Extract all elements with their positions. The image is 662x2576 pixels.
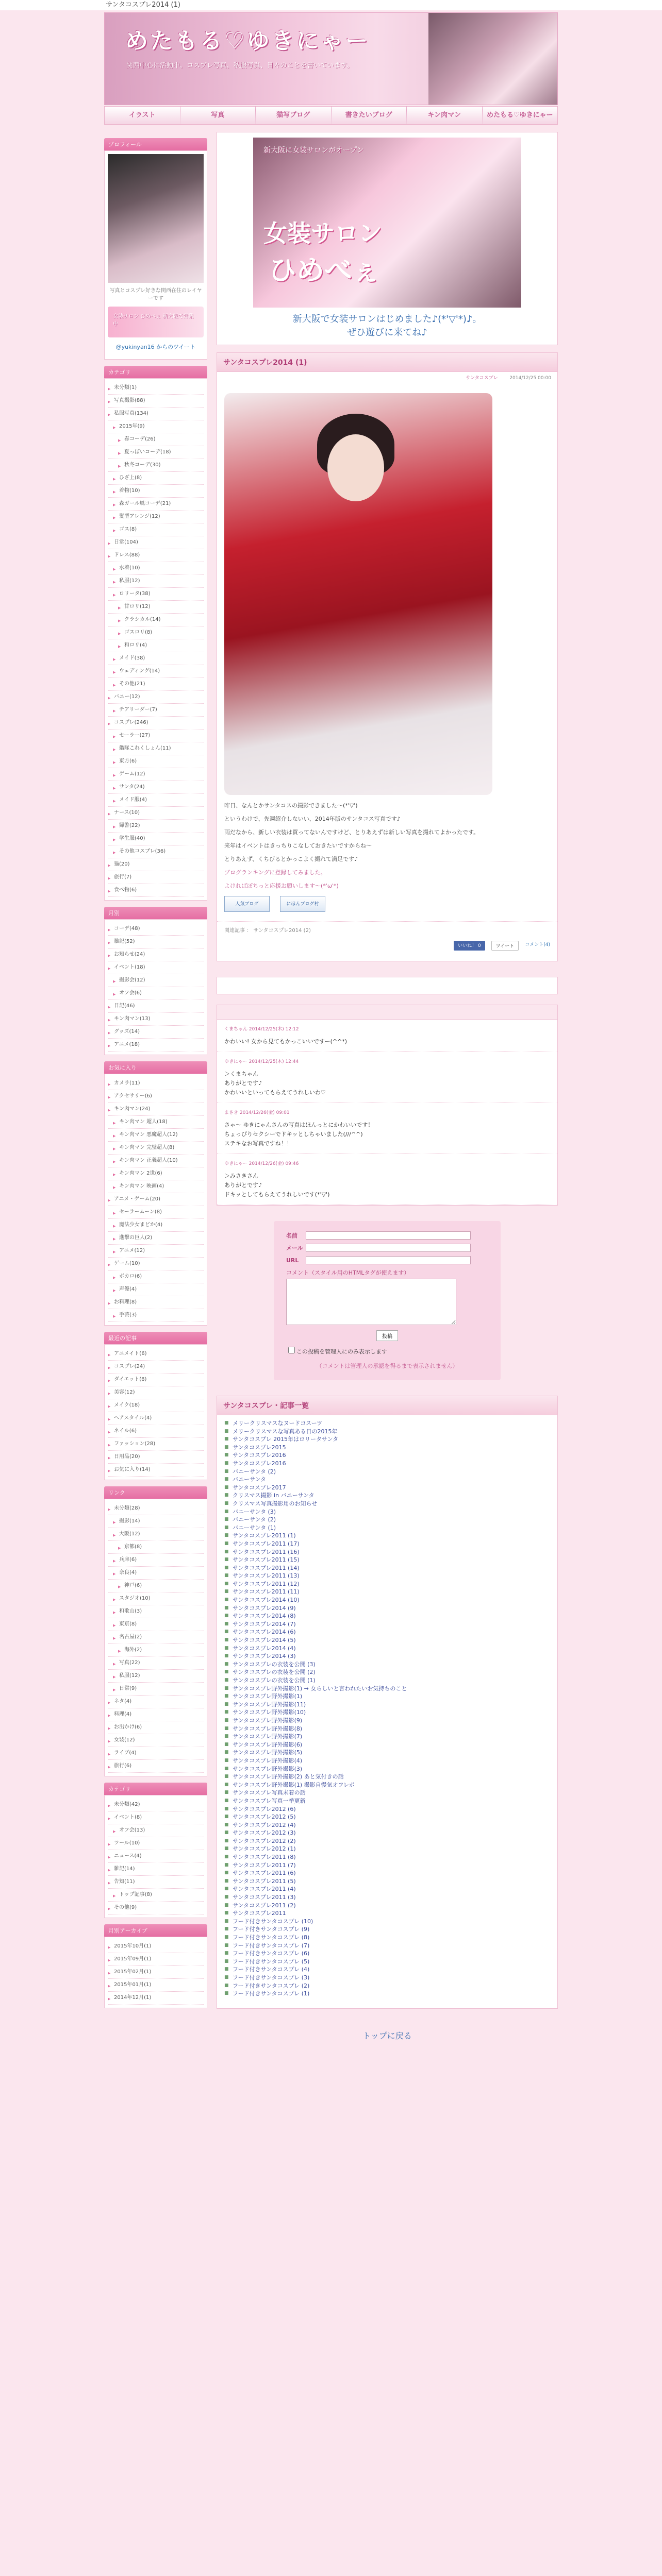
sidebar-link[interactable]: ▶ 2015年01月(1) bbox=[108, 1979, 204, 1992]
recent-article-link[interactable]: ■ サンタコスプレ2012 (2) bbox=[224, 1837, 550, 1845]
entry-paragraph: というわけで、先週紹介しないい、2014年版のサンタコス写真です♪ bbox=[224, 816, 401, 822]
recent-article-link[interactable]: ■ サンタコスプレ2012 (5) bbox=[224, 1813, 550, 1821]
recent-article-link[interactable]: ■ サンタコスプレ2011 (15) bbox=[224, 1556, 550, 1564]
sidebar-link[interactable]: ▶ チアリーダー(7) bbox=[108, 704, 204, 717]
sidebar-link[interactable]: ▶ オフ会(6) bbox=[108, 987, 204, 1000]
sidebar-link[interactable]: ▶ キン肉マン(13) bbox=[108, 1013, 204, 1026]
sidebar-link[interactable]: ▶ ヘアスタイル(4) bbox=[108, 1412, 204, 1425]
nav-item[interactable]: キン肉マン bbox=[407, 107, 483, 124]
entry-paragraph: 来年はイベントはきっちりこなしておきたいですからね～ bbox=[224, 842, 372, 849]
comments-heading bbox=[217, 1005, 557, 1020]
recent-article-link[interactable]: ■ サンタコスプレの衣装を公開 (1) bbox=[224, 1676, 550, 1685]
site-description: 関西中心に活動中。コスプレ写真、私服写真、日々のことを書いています。 bbox=[126, 62, 354, 70]
sidebar-link[interactable]: ▶ お気に入り(14) bbox=[108, 1464, 204, 1477]
sidebar-link[interactable]: ▶ 東方(6) bbox=[108, 755, 204, 768]
recent-article-link[interactable]: ■ サンタコスプレ2011 (12) bbox=[224, 1580, 550, 1588]
back-to-top-link[interactable]: トップに戻る bbox=[362, 2030, 412, 2041]
sidebar-section bbox=[104, 1499, 207, 1776]
sidebar-section bbox=[104, 1344, 207, 1480]
recent-article-link[interactable]: ■ サンタコスプレ野外撮影(11) bbox=[224, 1701, 550, 1709]
sidebar-link[interactable]: ▶ スタジオ(10) bbox=[108, 1592, 204, 1605]
sidebar-link[interactable]: ▶ 進撃の巨人(2) bbox=[108, 1232, 204, 1245]
comment-text: ＞くまちゃん ありがとです♪ かわいいといってもらえてうれしいわ♡ bbox=[224, 1071, 326, 1096]
facebook-like-button[interactable]: いいね！ 0 bbox=[454, 941, 485, 951]
name-field[interactable] bbox=[306, 1231, 471, 1240]
recent-article-link[interactable]: ■ サンタコスプレ2011 (11) bbox=[224, 1588, 550, 1596]
url-field[interactable] bbox=[306, 1256, 471, 1264]
recent-article-link[interactable]: ■ サンタコスプレ2011 (3) bbox=[224, 1893, 550, 1902]
sidebar-link[interactable]: ▶ ウェディング(14) bbox=[108, 665, 204, 678]
recent-articles-heading: サンタコスプレ・記事一覧 bbox=[217, 1396, 557, 1415]
sidebar-link[interactable]: ▶ ファッション(28) bbox=[108, 1438, 204, 1451]
sidebar-link[interactable]: ▶ キン肉マン 2世(6) bbox=[108, 1167, 204, 1180]
sidebar-link[interactable]: ▶ ひざ上(8) bbox=[108, 472, 204, 485]
sidebar-link[interactable]: ▶ 写真撮影(88) bbox=[108, 395, 204, 408]
sidebar-link[interactable]: ▶ キン肉マン 映画(4) bbox=[108, 1180, 204, 1193]
moderation-note: （コメントは管理人の承認を得るまで表示されません） bbox=[316, 1363, 458, 1369]
promo-caption: 新大阪で女装サロンはじめました♪(*'▽'*)♪。 ぜひ遊びに来てね♪ bbox=[292, 314, 482, 338]
entry-text bbox=[224, 801, 550, 891]
sidebar-section-heading: お気に入り bbox=[104, 1061, 207, 1074]
entry-category[interactable]: サンタコスプレ bbox=[466, 376, 498, 381]
recent-article-link[interactable]: ■ サンタコスプレ野外撮影(10) bbox=[224, 1708, 550, 1717]
recent-article-link[interactable]: ■ クリスマス写真撮影用のお知らせ bbox=[224, 1500, 550, 1508]
sidebar-list bbox=[108, 382, 204, 897]
recent-article-link[interactable]: ■ サンタコスプレ野外撮影(4) bbox=[224, 1757, 550, 1765]
sidebar-link[interactable]: ▶ ゲーム(12) bbox=[108, 768, 204, 781]
sidebar-link[interactable]: ▶ 手芸(3) bbox=[108, 1309, 204, 1322]
sidebar-link[interactable]: ▶ 学生服(40) bbox=[108, 833, 204, 845]
recent-article-link[interactable]: ■ サンタコスプレ写真一挙更新 bbox=[224, 1797, 550, 1805]
nav-item[interactable]: 書きたいブログ bbox=[332, 107, 407, 124]
sidebar-section-heading: カテゴリ bbox=[104, 1783, 207, 1795]
sidebar-link[interactable]: ▶ 和ロリ(4) bbox=[108, 639, 204, 652]
sidebar-link[interactable]: ▶ セーラームーン(8) bbox=[108, 1206, 204, 1219]
sidebar-link[interactable]: ▶ ダイエット(6) bbox=[108, 1374, 204, 1386]
sidebar-link[interactable]: ▶ 私服写真(134) bbox=[108, 408, 204, 420]
recent-article-link[interactable]: ■ サンタコスプレ2011 (5) bbox=[224, 1877, 550, 1886]
comment-meta: まさき 2014/12/26(金) 09:01 bbox=[224, 1110, 290, 1115]
recent-article-link[interactable]: ■ メリークリスマスなヌードコスーツ bbox=[224, 1419, 550, 1428]
sidebar-link[interactable]: ▶ 声優(4) bbox=[108, 1283, 204, 1296]
sidebar-link[interactable]: ▶ 私服(12) bbox=[108, 1670, 204, 1683]
comment-textarea[interactable] bbox=[286, 1279, 456, 1325]
recent-article-link[interactable]: ■ フード付きサンタコスプレ (9) bbox=[224, 1925, 550, 1934]
comment bbox=[217, 1052, 557, 1103]
comment bbox=[217, 1020, 557, 1052]
sidebar-link[interactable]: ▶ 撮影会(12) bbox=[108, 974, 204, 987]
comment bbox=[217, 1154, 557, 1205]
recent-article-link[interactable]: ■ サンタコスプレ野外撮影(2) あと気付きの話 bbox=[224, 1773, 550, 1781]
recent-article-link[interactable]: ■ フード付きサンタコスプレ (7) bbox=[224, 1942, 550, 1950]
tab-title: サンタコスプレ2014 (1) bbox=[0, 0, 662, 10]
sidebar-link[interactable]: ▶ 春コーデ(26) bbox=[108, 433, 204, 446]
sidebar-list bbox=[108, 1077, 204, 1322]
comment-form bbox=[274, 1221, 501, 1380]
salon-promo-image[interactable] bbox=[253, 138, 521, 308]
photo-subject-face bbox=[327, 434, 384, 501]
sidebar-link[interactable]: ▶ キン肉マン 悪魔超人(12) bbox=[108, 1129, 204, 1142]
sidebar-link[interactable]: ▶ 東京(8) bbox=[108, 1618, 204, 1631]
recent-article-link[interactable]: ■ クリスマス撮影 in バニーサンタ bbox=[224, 1492, 550, 1500]
recent-article-link[interactable]: ■ バニーサンタ (2) bbox=[224, 1468, 550, 1476]
recent-article-link[interactable]: ■ サンタコスプレ2012 (3) bbox=[224, 1829, 550, 1837]
recent-article-link[interactable]: ■ サンタコスプレ2014 (7) bbox=[224, 1620, 550, 1629]
sidebar-link[interactable]: ▶ 未分類(42) bbox=[108, 1799, 204, 1811]
comment-meta: ゆきにゃー 2014/12/25(木) 12:44 bbox=[224, 1059, 299, 1064]
sidebar-link[interactable]: ▶ キン肉マン 正義超人(10) bbox=[108, 1155, 204, 1167]
sidebar-link[interactable]: ▶ キン肉マン(24) bbox=[108, 1103, 204, 1116]
recent-article-link[interactable]: ■ サンタコスプレ野外撮影(8) bbox=[224, 1725, 550, 1733]
recent-article-link[interactable]: ■ サンタコスプレ2016 bbox=[224, 1460, 550, 1468]
sidebar-link[interactable]: ▶ コーデ(48) bbox=[108, 923, 204, 936]
nav-item[interactable]: 猫写ブログ bbox=[256, 107, 332, 124]
recent-article-link[interactable]: ■ バニーサンタ (1) bbox=[224, 1524, 550, 1532]
tweet-button[interactable]: ツイート bbox=[491, 941, 519, 951]
sidebar-link[interactable]: ▶ キン肉マン 超人(18) bbox=[108, 1116, 204, 1129]
promo-line: 新大阪に女装サロンがオープン bbox=[263, 146, 364, 155]
salon-promo bbox=[217, 132, 558, 345]
sidebar-link[interactable]: ▶ 撮影(14) bbox=[108, 1515, 204, 1528]
sidebar-section-heading: 最近の記事 bbox=[104, 1332, 207, 1344]
sidebar-section bbox=[104, 378, 207, 901]
sidebar-list bbox=[108, 1502, 204, 1773]
sidebar-section-heading: 月別アーカイブ bbox=[104, 1924, 207, 1937]
comment-meta: ゆきにゃー 2014/12/26(金) 09:46 bbox=[224, 1161, 299, 1166]
recent-article-link[interactable]: ■ サンタコスプレ2011 (1) bbox=[224, 1532, 550, 1540]
sidebar-link[interactable]: ▶ 魔法少女まどか(4) bbox=[108, 1219, 204, 1232]
recent-article-link[interactable]: ■ サンタコスプレ2014 (9) bbox=[224, 1604, 550, 1613]
profile-photo[interactable] bbox=[108, 154, 204, 283]
secret-checkbox[interactable] bbox=[288, 1347, 295, 1353]
sidebar-link[interactable]: ▶ 海外(2) bbox=[108, 1644, 204, 1657]
recent-article-link[interactable]: ■ バニーサンタ (3) bbox=[224, 1508, 550, 1516]
sidebar-section-heading: 月別 bbox=[104, 907, 207, 919]
nav-item[interactable]: めたもる♡ゆきにゃー bbox=[487, 111, 553, 119]
submit-button[interactable]: 投稿 bbox=[376, 1330, 398, 1341]
sidebar-link[interactable]: ▶ ゴス(8) bbox=[108, 523, 204, 536]
recent-article-link[interactable]: ■ サンタコスプレ2011 (4) bbox=[224, 1885, 550, 1893]
sidebar-link[interactable]: ▶ 神戸(6) bbox=[108, 1580, 204, 1592]
recent-article-link[interactable]: ■ サンタコスプレ2015 bbox=[224, 1444, 550, 1452]
recent-article-link[interactable]: ■ フード付きサンタコスプレ (8) bbox=[224, 1934, 550, 1942]
sidebar-link[interactable]: ▶ 水着(10) bbox=[108, 562, 204, 575]
sidebar-list bbox=[108, 1799, 204, 1914]
page-wrapper bbox=[104, 12, 558, 2041]
sidebar-link[interactable]: ▶ 旅行(7) bbox=[108, 871, 204, 884]
promo-title-2: ひめべぇ bbox=[269, 254, 380, 286]
sidebar-link[interactable]: ▶ 女装(12) bbox=[108, 1734, 204, 1747]
recent-article-link[interactable]: ■ サンタコスプレ 2015年はロリータサンタ bbox=[224, 1435, 550, 1444]
global-nav bbox=[104, 106, 558, 125]
sidebar-link[interactable]: ▶ ゴスロリ(8) bbox=[108, 626, 204, 639]
recent-article-link[interactable]: ■ サンタコスプレ2014 (6) bbox=[224, 1628, 550, 1636]
sidebar-link[interactable]: ▶ 写真(22) bbox=[108, 1657, 204, 1670]
sidebar-link[interactable]: ▶ イベント(8) bbox=[108, 1811, 204, 1824]
entry-meta bbox=[217, 372, 557, 383]
sidebar-link[interactable]: ▶ ボカロ(6) bbox=[108, 1270, 204, 1283]
sidebar-link[interactable]: ▶ 森ガール風コーデ(21) bbox=[108, 498, 204, 511]
sidebar bbox=[104, 132, 207, 2041]
sidebar-link[interactable]: ▶ ツール(10) bbox=[108, 1837, 204, 1850]
sidebar-section bbox=[104, 1937, 207, 2008]
secret-label: この投稿を管理人にのみ表示します bbox=[296, 1348, 387, 1355]
comments-section bbox=[217, 1005, 558, 1206]
entry-paragraph: 雨だなから、新しい衣装は買ってないんですけど、とりあえずは新しい写真を撮れてよかったです。 bbox=[224, 829, 479, 836]
entry-paragraph[interactable]: ブログランキングに登録してみました。 bbox=[224, 869, 326, 876]
sidebar-link[interactable]: ▶ 着物(10) bbox=[108, 485, 204, 498]
sidebar-link[interactable]: ▶ 和歌山(3) bbox=[108, 1605, 204, 1618]
sidebar-link[interactable]: ▶ 大阪(12) bbox=[108, 1528, 204, 1541]
recent-article-link[interactable]: ■ サンタコスプレ2014 (4) bbox=[224, 1645, 550, 1653]
nav-item[interactable]: 写真 bbox=[180, 107, 256, 124]
sidebar-link[interactable]: ▶ 婦警(22) bbox=[108, 820, 204, 833]
related-entry[interactable]: 関連記事 ： サンタコスプレ2014 (2) bbox=[217, 921, 557, 938]
sidebar-link[interactable]: ▶ 艦隊これくしょん(11) bbox=[108, 742, 204, 755]
sidebar-link[interactable]: ▶ 2015年09月(1) bbox=[108, 1953, 204, 1966]
recent-article-link[interactable]: ■ サンタコスプレ野外撮影(7) bbox=[224, 1733, 550, 1741]
recent-article-link[interactable]: ■ サンタコスプレ野外撮影(1) 撮影自慢気オフレポ bbox=[224, 1781, 550, 1789]
sidebar-link[interactable]: ▶ ゲーム(10) bbox=[108, 1258, 204, 1270]
recent-article-link[interactable]: ■ サンタコスプレ2014 (8) bbox=[224, 1612, 550, 1620]
entry-date: 2014/12/25 00:00 bbox=[509, 376, 551, 381]
nav-item[interactable]: イラスト bbox=[105, 107, 180, 124]
ad-bar bbox=[217, 977, 558, 994]
blog-entry bbox=[217, 352, 558, 961]
sidebar-link[interactable]: ▶ その他(9) bbox=[108, 1902, 204, 1914]
sidebar-link[interactable]: ▶ クラシカル(14) bbox=[108, 614, 204, 626]
sidebar-link[interactable]: ▶ 髪型アレンジ(12) bbox=[108, 511, 204, 523]
sidebar-link[interactable]: ▶ 2015年02月(1) bbox=[108, 1966, 204, 1979]
sidebar-link[interactable]: ▶ ニュース(4) bbox=[108, 1850, 204, 1863]
sidebar-link[interactable]: ▶ 未分類(1) bbox=[108, 382, 204, 395]
sidebar-link[interactable]: ▶ グッズ(14) bbox=[108, 1026, 204, 1039]
sidebar-section bbox=[104, 1795, 207, 1918]
sidebar-link[interactable]: ▶ ナース(10) bbox=[108, 807, 204, 820]
comment-link[interactable]: コメント(4) bbox=[525, 942, 550, 947]
sidebar-link[interactable]: ▶ イベント(18) bbox=[108, 961, 204, 974]
recent-article-link[interactable]: ■ サンタコスプレ2011 (13) bbox=[224, 1572, 550, 1580]
main-content bbox=[217, 132, 558, 2041]
recent-article-link[interactable]: ■ フード付きサンタコスプレ (3) bbox=[224, 1974, 550, 1982]
header-photo bbox=[428, 13, 557, 105]
recent-article-link[interactable]: ■ サンタコスプレ2012 (4) bbox=[224, 1821, 550, 1829]
sidebar-link[interactable]: ▶ アニメ(12) bbox=[108, 1245, 204, 1258]
sidebar-link[interactable]: ▶ コスプレ(246) bbox=[108, 717, 204, 730]
profile-text: 写真とコスプレ好きな関西在住のレイヤーです bbox=[109, 288, 202, 301]
recent-article-link[interactable]: ■ サンタコスプレ2011 (14) bbox=[224, 1564, 550, 1572]
sidebar-link[interactable]: ▶ ドレス(88) bbox=[108, 549, 204, 562]
ranking-banner[interactable]: 人気ブログ bbox=[224, 896, 270, 912]
entry-body bbox=[217, 383, 557, 921]
entry-paragraph: とりあえず、くちびるとかっこよく撮れて満足です♪ bbox=[224, 856, 358, 862]
comment-text: ＞みさきさん ありがとです♪ ドキッとしてもらえてうれしいです(*'▽') bbox=[224, 1173, 330, 1198]
recent-article-link[interactable]: ■ サンタコスプレ2012 (6) bbox=[224, 1805, 550, 1814]
comment-label: コメント（スタイル用のHTMLタグが使えます） bbox=[286, 1269, 410, 1276]
entry-paragraph[interactable]: よければぽちっと応援お願いします～(*'ω'*) bbox=[224, 883, 339, 889]
sidebar-link[interactable]: ▶ トップ記事(8) bbox=[108, 1889, 204, 1902]
sidebar-link[interactable]: ▶ 日用品(20) bbox=[108, 1451, 204, 1464]
recent-article-link[interactable]: ■ サンタコスプレ野外撮影(1) → 女らしいと言われたいお気持ちのこと bbox=[224, 1685, 550, 1693]
recent-article-link[interactable]: ■ フード付きサンタコスプレ (2) bbox=[224, 1982, 550, 1990]
sidebar-list bbox=[108, 923, 204, 1052]
sidebar-link[interactable]: ▶ 2015年(9) bbox=[108, 420, 204, 433]
entry-title: サンタコスプレ2014 (1) bbox=[217, 353, 557, 372]
sidebar-link[interactable]: ▶ 2015年10月(1) bbox=[108, 1940, 204, 1953]
sidebar-section bbox=[104, 919, 207, 1055]
sidebar-link[interactable]: ▶ 兵庫(6) bbox=[108, 1554, 204, 1567]
sidebar-link[interactable]: ▶ アニメ・ゲーム(20) bbox=[108, 1193, 204, 1206]
sidebar-link[interactable]: ▶ 告知(11) bbox=[108, 1876, 204, 1889]
sidebar-link[interactable]: ▶ アクセサリー(6) bbox=[108, 1090, 204, 1103]
sidebar-link[interactable]: ▶ その他コスプレ(36) bbox=[108, 845, 204, 858]
promo-title-1: 女装サロン bbox=[263, 219, 382, 247]
sidebar-link[interactable]: ▶ セーラー(27) bbox=[108, 730, 204, 742]
recent-article-link[interactable]: ■ サンタコスプレ野外撮影(9) bbox=[224, 1717, 550, 1725]
site-logo[interactable]: めたもる♡ゆきにゃー bbox=[125, 28, 370, 54]
entry-photo[interactable] bbox=[224, 393, 492, 795]
sidebar-link[interactable]: ▶ 雑記(14) bbox=[108, 1863, 204, 1876]
sidebar-link[interactable]: ▶ 2014年12月(1) bbox=[108, 1992, 204, 2005]
recent-article-link[interactable]: ■ サンタコスプレ2011 (7) bbox=[224, 1861, 550, 1870]
recent-article-link[interactable]: ■ サンタコスプレ2011 (8) bbox=[224, 1853, 550, 1861]
recent-article-link[interactable]: ■ サンタコスプレ2011 (17) bbox=[224, 1540, 550, 1548]
recent-articles bbox=[217, 1396, 558, 2009]
sidebar-link[interactable]: ▶ 京都(8) bbox=[108, 1541, 204, 1554]
sidebar-link[interactable]: ▶ 日常(9) bbox=[108, 1683, 204, 1696]
sidebar-link[interactable]: ▶ メイド(38) bbox=[108, 652, 204, 665]
recent-article-link[interactable]: ■ サンタコスプレ野外撮影(6) bbox=[224, 1741, 550, 1749]
sidebar-link[interactable]: ▶ お出かけ(6) bbox=[108, 1721, 204, 1734]
sidebar-link[interactable]: ▶ お料理(8) bbox=[108, 1296, 204, 1309]
sidebar-link[interactable]: ▶ 日常(104) bbox=[108, 536, 204, 549]
recent-articles-list bbox=[217, 1415, 557, 2002]
share-row bbox=[217, 938, 557, 954]
sidebar-link[interactable]: ▶ お知らせ(24) bbox=[108, 948, 204, 961]
sidebar-link[interactable]: ▶ メイク(18) bbox=[108, 1399, 204, 1412]
recent-article-link[interactable]: ■ サンタコスプレの衣装を公開 (3) bbox=[224, 1660, 550, 1669]
recent-article-link[interactable]: ■ サンタコスプレ写真未着の話 bbox=[224, 1789, 550, 1797]
sidebar-link[interactable]: ▶ キン肉マン 完璧超人(8) bbox=[108, 1142, 204, 1155]
recent-article-link[interactable]: ■ サンタコスプレ野外撮影(1) bbox=[224, 1692, 550, 1701]
recent-article-link[interactable]: ■ サンタコスプレの衣装を公開 (2) bbox=[224, 1668, 550, 1676]
mail-label: メール bbox=[286, 1245, 303, 1251]
sidebar-link[interactable]: ▶ サンタ(24) bbox=[108, 781, 204, 794]
recent-article-link[interactable]: ■ フード付きサンタコスプレ (4) bbox=[224, 1965, 550, 1974]
profile-box bbox=[104, 150, 207, 360]
entry-paragraph: 昨日、なんとかサンタコスの撮影できました～(*'▽') bbox=[224, 802, 358, 809]
recent-article-link[interactable]: ■ サンタコスプレ2011 (16) bbox=[224, 1548, 550, 1556]
sidebar-link[interactable]: ▶ 雑記(52) bbox=[108, 936, 204, 948]
ranking-buttons bbox=[224, 896, 550, 912]
sidebar-link[interactable]: ▶ 旅行(6) bbox=[108, 1760, 204, 1773]
ranking-banner[interactable]: にほんブログ村 bbox=[280, 896, 325, 912]
mail-field[interactable] bbox=[306, 1244, 471, 1252]
recent-article-link[interactable]: ■ サンタコスプレ2011 (2) bbox=[224, 1902, 550, 1910]
sidebar-list bbox=[108, 1348, 204, 1477]
recent-article-link[interactable]: ■ サンタコスプレ2011 (6) bbox=[224, 1869, 550, 1877]
sidebar-list bbox=[108, 1940, 204, 2005]
url-label: URL bbox=[286, 1257, 299, 1264]
recent-article-link[interactable]: ■ サンタコスプレ2011 bbox=[224, 1909, 550, 1918]
recent-article-link[interactable]: ■ サンタコスプレ2014 (10) bbox=[224, 1596, 550, 1604]
sidebar-link[interactable]: ▶ 未分類(28) bbox=[108, 1502, 204, 1515]
sidebar-link[interactable]: ▶ その他(21) bbox=[108, 678, 204, 691]
twitter-link[interactable]: @yukinyan16 からのツイート bbox=[115, 344, 196, 350]
sidebar-link[interactable]: ▶ 甘ロリ(12) bbox=[108, 601, 204, 614]
recent-article-link[interactable]: ■ フード付きサンタコスプレ (6) bbox=[224, 1950, 550, 1958]
sidebar-link[interactable]: ▶ コスプレ(24) bbox=[108, 1361, 204, 1374]
sidebar-link[interactable]: ▶ 名古屋(2) bbox=[108, 1631, 204, 1644]
sidebar-section bbox=[104, 1074, 207, 1326]
recent-article-link[interactable]: ■ メリークリスマスな写真ある日の2015年 bbox=[224, 1428, 550, 1436]
comment-text: さゃ〜 ゆきにゃんさんの写真はほんっとにかわいいです！ ちょっぴりセクシーでドキッとしちゃいました(///^^) ステキなお写真ですね！！ bbox=[224, 1122, 374, 1147]
recent-article-link[interactable]: ■ サンタコスプレ野外撮影(3) bbox=[224, 1765, 550, 1773]
sidebar-link[interactable]: ▶ 美容(12) bbox=[108, 1386, 204, 1399]
sidebar-link[interactable]: ▶ オフ会(13) bbox=[108, 1824, 204, 1837]
recent-article-link[interactable]: ■ サンタコスプレ2017 bbox=[224, 1484, 550, 1492]
recent-article-link[interactable]: ■ バニーサンタ (2) bbox=[224, 1516, 550, 1524]
sidebar-link[interactable]: ▶ 猫(20) bbox=[108, 858, 204, 871]
sidebar-section-heading: カテゴリ bbox=[104, 366, 207, 378]
name-label: 名前 bbox=[286, 1232, 297, 1239]
salon-banner[interactable]: 女装サロン ひめべぇ 新大阪で営業中 bbox=[108, 307, 204, 337]
recent-article-link[interactable]: ■ サンタコスプレ2016 bbox=[224, 1451, 550, 1460]
comment-text: かわいい! 女から見てもかっこいいですー(^^*) bbox=[224, 1038, 347, 1045]
sidebar-link[interactable]: ▶ 日記(46) bbox=[108, 1000, 204, 1013]
sidebar-link[interactable]: ▶ カメラ(11) bbox=[108, 1077, 204, 1090]
sidebar-link[interactable]: ▶ ネタ(4) bbox=[108, 1696, 204, 1708]
sidebar-link[interactable]: ▶ 夏っぽいコーデ(18) bbox=[108, 446, 204, 459]
sidebar-link[interactable]: ▶ バニー(12) bbox=[108, 691, 204, 704]
sidebar-link[interactable]: ▶ ネイル(6) bbox=[108, 1425, 204, 1438]
site-header bbox=[104, 12, 558, 105]
recent-article-link[interactable]: ■ サンタコスプレ2012 (1) bbox=[224, 1845, 550, 1853]
sidebar-link[interactable]: ▶ 食べ物(6) bbox=[108, 884, 204, 897]
sidebar-link[interactable]: ▶ アニメイト(6) bbox=[108, 1348, 204, 1361]
sidebar-link[interactable]: ▶ 秋冬コーデ(30) bbox=[108, 459, 204, 472]
recent-article-link[interactable]: ■ フード付きサンタコスプレ (1) bbox=[224, 1990, 550, 1998]
recent-article-link[interactable]: ■ サンタコスプレ2014 (5) bbox=[224, 1636, 550, 1645]
recent-article-link[interactable]: ■ フード付きサンタコスプレ (5) bbox=[224, 1958, 550, 1966]
profile-heading: プロフィール bbox=[104, 138, 207, 150]
sidebar-link[interactable]: ▶ ライブ(4) bbox=[108, 1747, 204, 1760]
sidebar-link[interactable]: ▶ 奈良(4) bbox=[108, 1567, 204, 1580]
recent-article-link[interactable]: ■ フード付きサンタコスプレ (10) bbox=[224, 1918, 550, 1926]
sidebar-link[interactable]: ▶ メイド服(4) bbox=[108, 794, 204, 807]
comment bbox=[217, 1103, 557, 1154]
sidebar-link[interactable]: ▶ アニメ(18) bbox=[108, 1039, 204, 1052]
sidebar-link[interactable]: ▶ 料理(4) bbox=[108, 1708, 204, 1721]
sidebar-section-heading: リンク bbox=[104, 1486, 207, 1499]
recent-article-link[interactable]: ■ バニーサンタ bbox=[224, 1476, 550, 1484]
recent-article-link[interactable]: ■ サンタコスプレ野外撮影(5) bbox=[224, 1749, 550, 1757]
comment-meta: くまちゃん 2014/12/25(木) 12:12 bbox=[224, 1027, 299, 1032]
recent-article-link[interactable]: ■ サンタコスプレ2014 (3) bbox=[224, 1652, 550, 1660]
sidebar-link[interactable]: ▶ ロリータ(38) bbox=[108, 588, 204, 601]
sidebar-link[interactable]: ▶ 私服(12) bbox=[108, 575, 204, 588]
